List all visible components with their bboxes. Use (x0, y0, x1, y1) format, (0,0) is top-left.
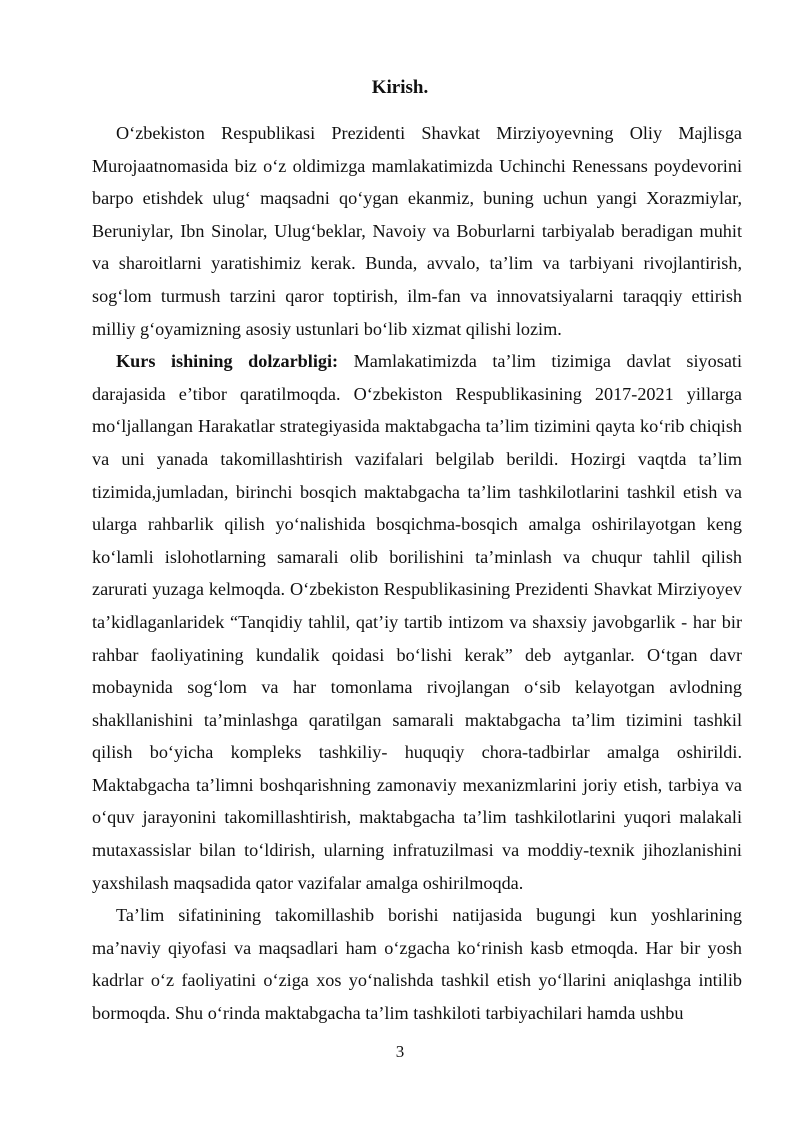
paragraph-quality (92, 899, 742, 1029)
paragraph-intro (92, 117, 742, 345)
paragraph-quality-text: Ta’lim sifatinining takomillashib borishi natijasida bugungi kun yoshlarining ma’naviy qiyofasi va maqsadlari ham o‘zgacha ko‘rinish kasb etmoqda. Har bir yosh kadrlar o‘z faoliyatini o‘ziga xos yo‘nalishda tashkil etish yo‘llarini aniqlashga intilib bormoqda. Shu o‘rinda maktabgacha ta’lim tashkiloti tarbiyachilari hamda ushbu (92, 905, 742, 1024)
body-text (92, 117, 742, 1030)
paragraph-intro-text: O‘zbekiston Respublikasi Prezidenti Shavkat Mirziyoyevning Oliy Majlisga Murojaatnomasida biz o‘z oldimizga mamlakatimizda Uchinchi Renessans poydevorini barpo etishdek ulug‘ maqsadni qo‘ygan ekanmiz, buning uchun yangi Xorazmiylar, Beruniylar, Ibn Sinolar, Ulug‘beklar, Navoiy va Boburlarni tarbiyalab beradigan muhit va sharoitlarni yaratishimiz kerak. Bunda, avvalo, ta’lim va tarbiyani rivojlantirish, sog‘lom turmush tarzini qaror toptirish, ilm-fan va innovatsiyalarni taraqqiy ettirish milliy g‘oyamizning asosiy ustunlari bo‘lib xizmat qilishi lozim. (92, 123, 742, 339)
paragraph-relevance-lead: Kurs ishining dolzarbligi: (116, 351, 339, 372)
page-title: Kirish. (371, 77, 429, 98)
paragraph-relevance-text: Mamlakatimizda ta’lim tizimiga davlat siyosati darajasida e’tibor qaratilmoqda. O‘zbekiston Respublikasining 2017-2021 yillarga mo‘ljallangan Harakatlar strategiyasida maktabgacha ta’lim tizimini qayta ko‘rib chiqish va uni yanada takomillashtirish vazifalari belgilab berildi. Hozirgi vaqtda ta’lim tizimida,jumladan, birinchi bosqich maktabgacha ta’lim tashkilotlarini tashkil etish va ularga rahbarlik qilish yo‘nalishida bosqichma-bosqich amalga oshirilayotgan keng ko‘lamli islohotlarning samarali olib borilishini ta’minlash va chuqur tahlil qilish zarurati yuzaga kelmoqda. O‘zbekiston Respublikasining Prezidenti Shavkat Mirziyoyev ta’kidlaganlaridek “Tanqidiy tahlil, qat’iy tartib intizom va shaxsiy javobgarlik - har bir rahbar faoliyatining kundalik qoidasi bo‘lishi kerak” deb aytganlar. O‘tgan davr mobaynida sog‘lom va har tomonlama rivojlangan o‘sib kelayotgan avlodning shakllanishini ta’minlashga qaratilgan samarali maktabgacha ta’lim tizimini tashkil qilish bo‘yicha kompleks tashkiliy- huquqiy chora-tadbirlar amalga oshirildi. Maktabgacha ta’limni boshqarishning zamonaviy mexanizmlarini joriy etish, tarbiya va o‘quv jarayonini takomillashtirish, maktabgacha ta’lim tashkilotlarini yuqori malakali mutaxassislar bilan to‘ldirish, ularning infratuzilmasi va moddiy-texnik jihozlanishini yaxshilash maqsadida qator vazifalar amalga oshirilmoqda. (92, 351, 742, 893)
page-number: 3 (395, 1042, 405, 1061)
paragraph-relevance (92, 345, 742, 899)
